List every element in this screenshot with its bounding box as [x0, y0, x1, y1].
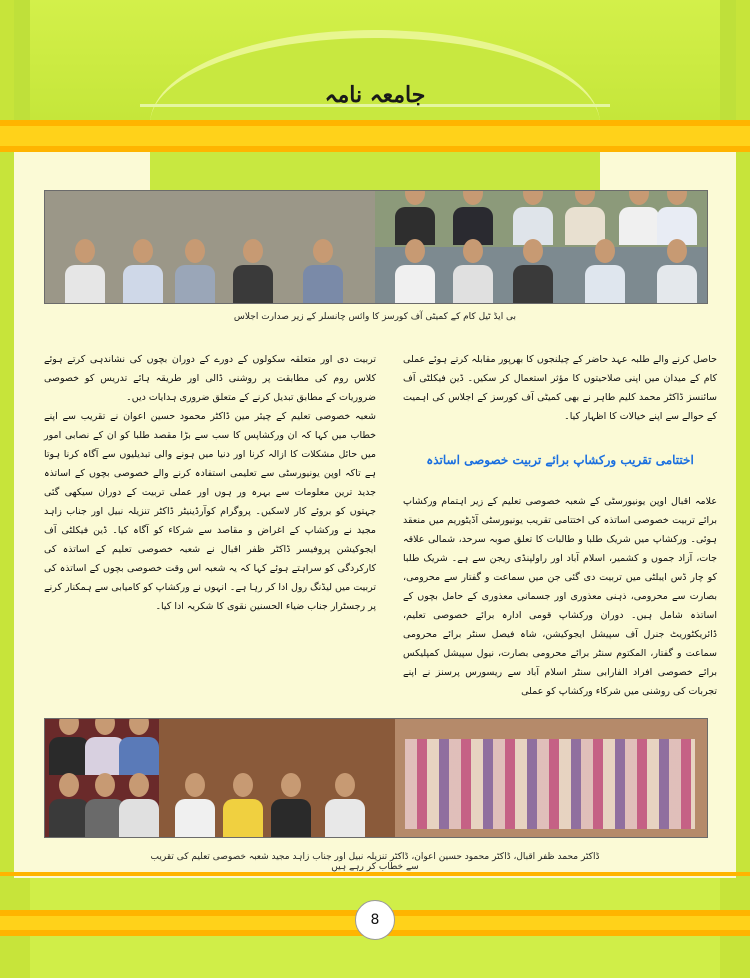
page-number: 8: [355, 900, 395, 940]
bottom-photo: [44, 718, 708, 838]
footer-stripe-top: [0, 872, 750, 876]
bottom-photo-caption: ڈاکٹر محمد ظفر اقبال، ڈاکٹر محمود حسین اعوان، ڈاکٹر تنزیلہ نبیل اور جناب زاہد مجید شعبہ خصوصی تعلیم کی تقریب سے خطاب کر رہے ہیں: [150, 852, 600, 872]
top-photo: [44, 190, 708, 304]
page-title: جامعہ نامہ: [324, 82, 426, 108]
top-photo-caption: بی ایڈ ٹیل کام کے کمیٹی آف کورسز کا وائس چانسلر کے زیر صدارت اجلاس: [233, 312, 517, 322]
article-left-para-2: شعبہ خصوصی تعلیم کے چیئر مین ڈاکٹر محمود حسین اعوان نے تقریب سے اپنے خطاب میں کہا کہ ان ورکشاپس کا سب سے بڑا مقصد طلبا کو ان کے نصابی امور میں حائل مشکلات کا ازالہ کرنا اور دنیا میں ہونے والی تبدیلیوں سے آگاہ کرنا ہوتا ہے تاکہ اوپن یونیورسٹی سے تعلیمی استفادہ کرنے والے خصوصی بچوں کے اساتذہ جدید ترین معلومات سے بہرہ ور ہوں اور عملی تربیت کے دوران سیکھی گئی جہتوں کو بروئے کار لاسکیں۔ پروگرام کوآرڈینیٹر ڈاکٹر تنزیلہ نبیل اور جناب زاہد مجید نے ورکشاپ کے اغراض و مقاصد سے شرکاء کو آگاہ کیا۔ ڈین فیکلٹی آف ایجوکیشن پروفیسر ڈاکٹر ظفر اقبال نے شعبہ خصوصی تعلیم کے اساتذہ کی کارکردگی کو سراہتے ہوئے کہا کہ یہ شعبہ اس وقت خصوصی بچوں کے اساتذہ کی تربیت میں لیڈنگ رول ادا کر رہا ہے۔ انہوں نے ورکشاپ کو کامیابی سے ہمکنار کرنے پر رجسٹرار جناب ضیاء الحسنین نقوی کا شکریہ ادا کیا۔: [44, 411, 376, 612]
header-stripe-yellow: [0, 126, 750, 146]
article-heading: اختتامی تقریب ورکشاپ برائے تربیت خصوصی اساتذہ: [426, 453, 694, 467]
article-right-column-body: علامہ اقبال اوپن یونیورسٹی کے شعبہ خصوصی تعلیم کے زیر اہتمام ورکشاپ برائے تربیت خصوصی اساتذہ کی اختتامی تقریب یونیورسٹی آڈیٹوریم میں منعقد ہوئی۔ ورکشاپ میں شریک طلبا و طالبات کا تعلق صوبہ سرحد، شمالی علاقہ جات، آزاد جموں و کشمیر، اسلام آباد اور راولپنڈی ریجن سے ہے۔ شریک طلبا کو چار ڈس ایبلٹی میں تربیت دی گئی جن میں سماعت و گفتار سے محرومی، بصارت سے محرومی، ذہنی معذوری اور جسمانی معذوری کے حامل بچوں کے اساتذہ شامل ہیں۔ دوران ورکشاپ قومی ادارہ برائے خصوصی تعلیم، ڈائریکٹوریٹ جنرل آف سپیشل ایجوکیشن، شاہ فیصل سنٹر برائے محرومی سماعت و گفتار، المکتوم سنٹر برائے محرومی بصارت، نیول سپیشل کمپلیکس برائے خصوصی افراد الفارابی سنٹر اسلام آباد سے ریسورس پرسنز نے اپنے تجربات کی روشنی میں شرکاء ورکشاپ کو عملی: [403, 496, 717, 697]
header-stripe-orange-bottom: [0, 146, 750, 152]
article-right-column-intro: حاصل کرنے والے طلبہ عہد حاضر کے چیلنجوں کا بھرپور مقابلہ کرتے ہوئے عملی کام کے میدان میں اپنی صلاحیتوں کا مؤثر استعمال کر سکیں۔ ڈین فیکلٹی آف سائنسز ڈاکٹر محمد کلیم طاہر نے بھی کمیٹی آف کورسز کے اجلاس کی اہمیت کے حوالے سے اپنے خیالات کا اظہار کیا۔: [403, 354, 717, 422]
article-left-para-1: تربیت دی اور متعلقہ سکولوں کے دورے کے دوران بچوں کی نشاندہی کرتے ہوئے کلاس روم کی مطابقت پر روشنی ڈالی اور طریقہ ہائے تدریس کو خصوصی ضروریات کے مطابق تبدیل کرنے کے متعلق ضروری ہدایات دیں۔: [44, 354, 376, 403]
article-left-column: [44, 350, 376, 616]
